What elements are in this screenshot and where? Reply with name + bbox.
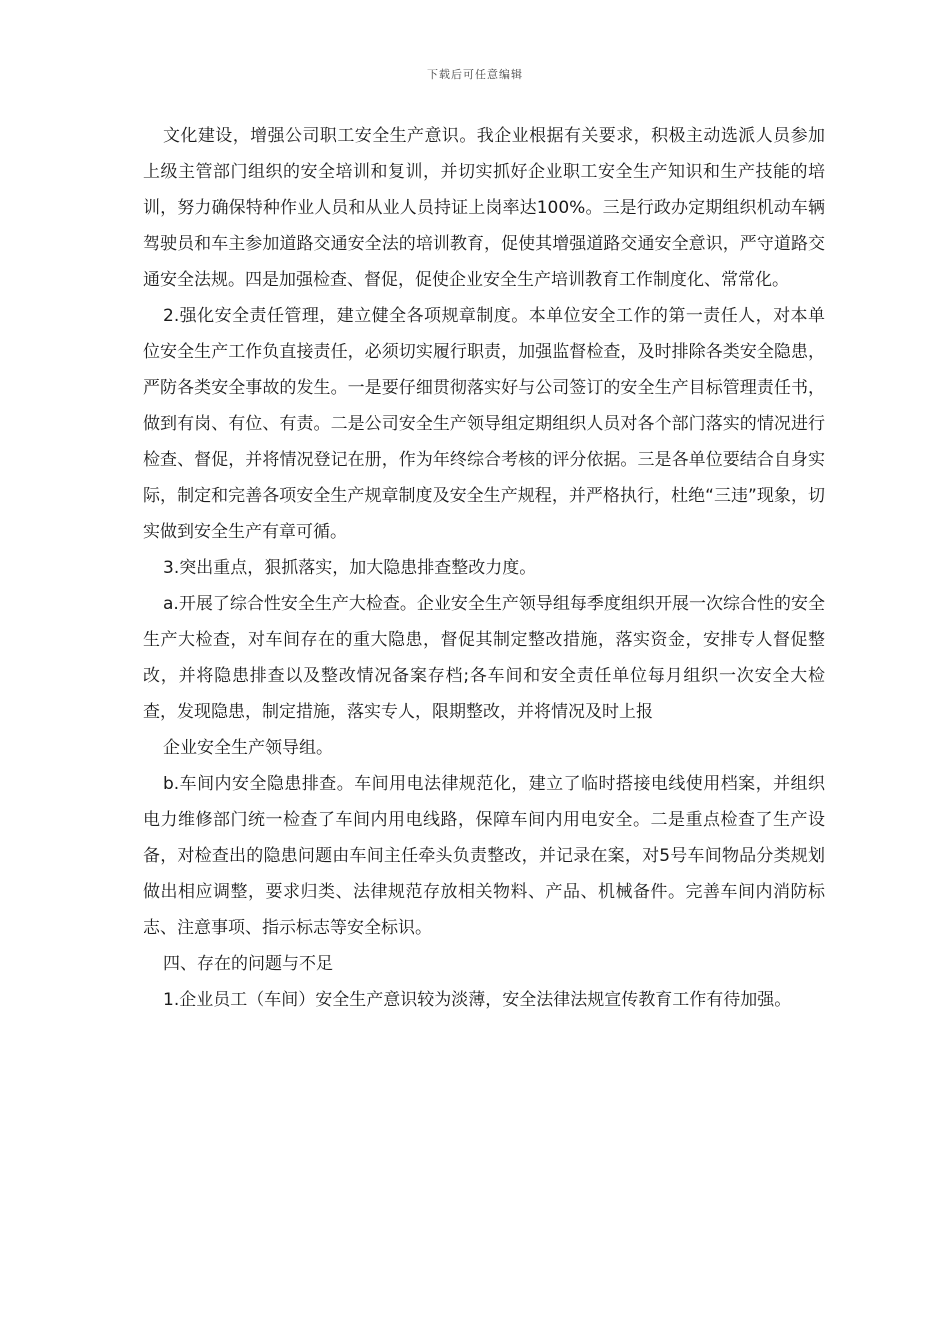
paragraph: 1.企业员工（车间）安全生产意识较为淡薄，安全法律法规宣传教育工作有待加强。 (163, 990, 792, 1010)
section-heading: 四、存在的问题与不足 (163, 954, 333, 974)
page-header: 下载后可任意编辑 (427, 68, 523, 81)
paragraph: 文化建设，增强公司职工安全生产意识。我企业根据有关要求，积极主动选派人员参加上级主管部门组织的安全培训和复训，并切实抓好企业职工安全生产知识和生产技能的培训，努力确保特种作业人员和从业人员持证上岗率达100%。三是行政办定期组织机动车辆驾驶员和车主参加道路交通安全法的培训教育，促使其增强道路交通安全意识，严守道路交通安全法规。四是加强检查、督促，促使企业安全生产培训教育工作制度化、常常化。 (143, 126, 825, 290)
document-body (143, 118, 825, 1018)
paragraph: 企业安全生产领导组。 (163, 738, 333, 758)
paragraph: b.车间内安全隐患排查。车间用电法律规范化，建立了临时搭接电线使用档案，并组织电力维修部门统一检查了车间内用电线路，保障车间内用电安全。二是重点检查了生产设备，对检查出的隐患问题由车间主任牵头负责整改，并记录在案，对5号车间物品分类规划做出相应调整，要求归类、法律规范存放相关物料、产品、机械备件。完善车间内消防标志、注意事项、指示标志等安全标识。 (143, 774, 825, 938)
paragraph: 3.突出重点，狠抓落实，加大隐患排查整改力度。 (163, 558, 537, 578)
paragraph: 2.强化安全责任管理，建立健全各项规章制度。本单位安全工作的第一责任人，对本单位安全生产工作负直接责任，必须切实履行职责，加强监督检查，及时排除各类安全隐患，严防各类安全事故的发生。一是要仔细贯彻落实好与公司签订的安全生产目标管理责任书，做到有岗、有位、有责。二是公司安全生产领导组定期组织人员对各个部门落实的情况进行检查、督促，并将情况登记在册，作为年终综合考核的评分依据。三是各单位要结合自身实际，制定和完善各项安全生产规章制度及安全生产规程，并严格执行，杜绝“三违”现象，切实做到安全生产有章可循。 (143, 306, 825, 542)
paragraph: a.开展了综合性安全生产大检查。企业安全生产领导组每季度组织开展一次综合性的安全生产大检查，对车间存在的重大隐患，督促其制定整改措施，落实资金，安排专人督促整改，并将隐患排查以及整改情况备案存档;各车间和安全责任单位每月组织一次安全大检查，发现隐患，制定措施，落实专人，限期整改，并将情况及时上报 (143, 594, 825, 722)
